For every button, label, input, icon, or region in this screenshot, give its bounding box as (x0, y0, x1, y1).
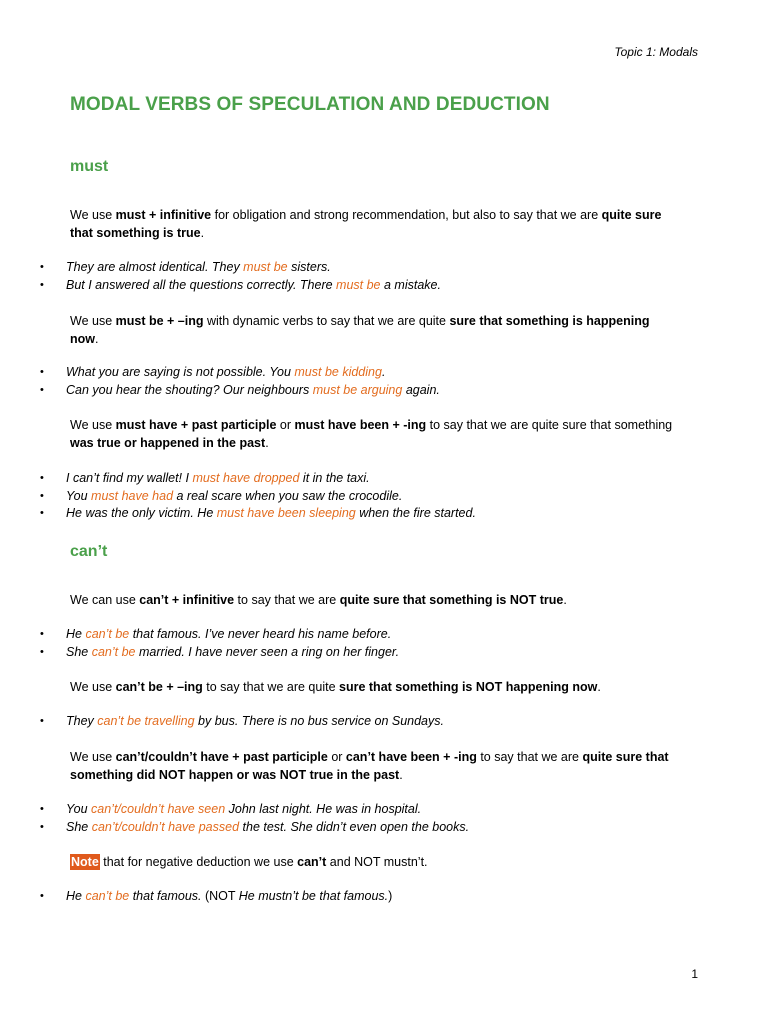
list-item: • They are almost identical. They must be sisters. (0, 259, 720, 277)
topic-header: Topic 1: Modals (614, 45, 698, 59)
list-item: • He was the only victim. He must have been sleeping when the fire started. (0, 505, 720, 523)
section-heading-must: must (70, 158, 109, 175)
list-item: • Can you hear the shouting? Our neighbours must be arguing again. (0, 382, 720, 400)
must-paragraph-1: We use must + infinitive for obligation and strong recommendation, but also to say that we are quite sure that something is true. (70, 208, 662, 240)
list-item: • They can’t be travelling by bus. There is no bus service on Sundays. (0, 713, 720, 731)
list-item: • He can’t be that famous. (NOT He mustn’t be that famous.) (0, 888, 720, 906)
must-examples-3 (0, 470, 720, 523)
list-item: • I can’t find my wallet! I must have dropped it in the taxi. (0, 470, 720, 488)
must-examples-1 (0, 259, 720, 294)
list-item: • She can’t/couldn’t have passed the test. She didn’t even open the books. (0, 819, 720, 837)
cant-examples-3 (0, 801, 720, 836)
final-example (0, 888, 720, 906)
page-number: 1 (691, 967, 698, 981)
list-item: • She can’t be married. I have never seen a ring on her finger. (0, 644, 720, 662)
must-paragraph-2: We use must be + –ing with dynamic verbs to say that we are quite sure that something is happening now. (70, 314, 650, 346)
cant-examples-2 (0, 713, 720, 731)
list-item: • He can’t be that famous. I’ve never heard his name before. (0, 626, 720, 644)
note-label: Note (71, 855, 99, 869)
cant-paragraph-2: We use can’t be + –ing to say that we are quite sure that something is NOT happening now. (70, 680, 601, 694)
must-examples-2 (0, 364, 720, 399)
must-paragraph-3: We use must have + past participle or must have been + -ing to say that we are quite sure that something was true or happened in the past. (70, 418, 673, 450)
list-item: • You can’t/couldn’t have seen John last night. He was in hospital. (0, 801, 720, 819)
list-item: • But I answered all the questions correctly. There must be a mistake. (0, 277, 720, 295)
cant-examples-1 (0, 626, 720, 661)
cant-paragraph-1: We can use can’t + infinitive to say that we are quite sure that something is NOT true. (70, 593, 567, 607)
list-item: • You must have had a real scare when you saw the crocodile. (0, 488, 720, 506)
page-title: MODAL VERBS OF SPECULATION AND DEDUCTION (70, 94, 550, 115)
section-heading-cant: can’t (70, 543, 108, 560)
cant-paragraph-3: We use can’t/couldn’t have + past participle or can’t have been + -ing to say that we are quite sure that something did NOT happen or was NOT true in the past. (70, 750, 669, 782)
note-paragraph: Note that for negative deduction we use can’t and NOT mustn’t. (71, 855, 428, 869)
list-item: • What you are saying is not possible. You must be kidding. (0, 364, 720, 382)
